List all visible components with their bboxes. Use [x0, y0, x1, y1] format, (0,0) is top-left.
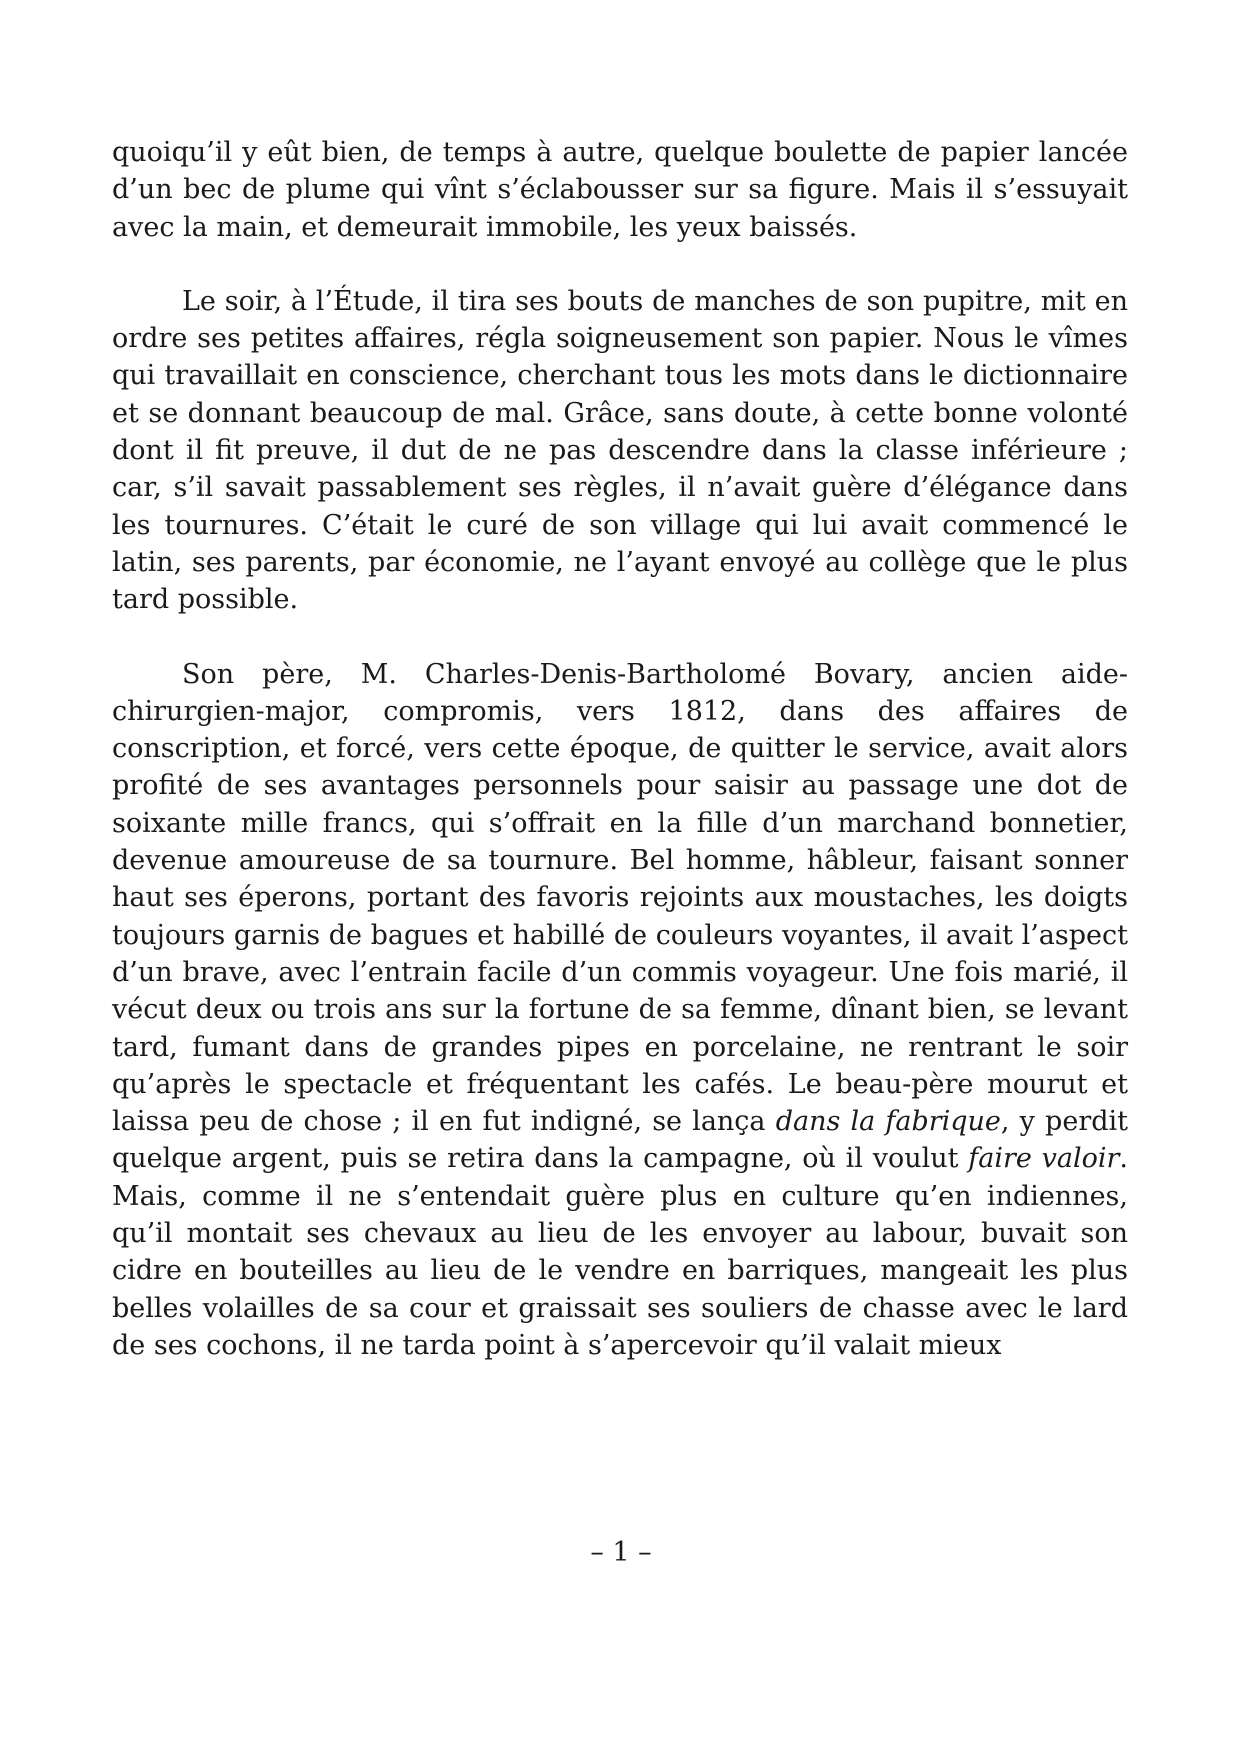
- paragraph-text: . Mais, comme il ne s’entendait guère plus en culture qu’en indiennes, qu’il montait ses chevaux au lieu de les envoyer au labour, buvait son cidre en bouteilles au lieu de le vendre en barriques, mangeait les plus belles volailles de sa cour et graissait ses souliers de chasse avec le lard de ses cochons, il ne tarda point à s’apercevoir qu’il valait mieux: [112, 1143, 1128, 1361]
- paragraph-son-pere: [112, 656, 1128, 1365]
- paragraph-text: quoiqu’il y eût bien, de temps à autre, quelque boulette de papier lancée d’un bec de plume qui vînt s’éclabousser sur sa figure. Mais il s’essuyait avec la main, et demeurait immobile, les yeux baissés.: [112, 137, 1128, 243]
- page-number: – 1 –: [590, 1537, 652, 1568]
- italic-phrase: faire valoir: [968, 1143, 1120, 1175]
- italic-phrase: dans la fabrique: [775, 1106, 1001, 1138]
- paragraph-text: Son père, M. Charles-Denis-Bartholomé Bovary, ancien aide-chirurgien-major, compromis, vers 1812, dans des affaires de conscription, et forcé, vers cette époque, de quitter le service, avait alors profité de ses avantages personnels pour saisir au passage une dot de soixante mille francs, qui s’offrait en la fille d’un marchand bonnetier, devenue amoureuse de sa tournure. Bel homme, hâbleur, faisant sonner haut ses éperons, portant des favoris rejoints aux moustaches, les doigts toujours garnis de bagues et habillé de couleurs voyantes, il avait l’aspect d’un brave, avec l’entrain facile d’un commis voyageur. Une fois marié, il vécut deux ou trois ans sur la fortune de sa femme, dînant bien, se levant tard, fumant dans de grandes pipes en porcelaine, ne rentrant le soir qu’après le spectacle et fréquentant les cafés. Le beau-père mourut et laissa peu de chose ; il en fut indigné, se lança: [112, 658, 1128, 1138]
- paragraph-text: Le soir, à l’Étude, il tira ses bouts de manches de son pupitre, mit en ordre ses petites affaires, régla soigneusement son papier. Nous le vîmes qui travaillait en conscience, cherchant tous les mots dans le dictionnaire et se donnant beaucoup de mal. Grâce, sans doute, à cette bonne volonté dont il fit preuve, il dut de ne pas descendre dans la classe inférieure ; car, s’il savait passablement ses règles, il n’avait guère d’élégance dans les tournures. C’était le curé de son village qui lui avait commencé le latin, ses parents, par économie, ne l’ayant envoyé au collège que le plus tard possible.: [112, 285, 1128, 616]
- body-text: [112, 134, 1128, 1364]
- paragraph-etude: [112, 283, 1128, 619]
- paragraph-continuation: [112, 134, 1128, 246]
- paragraph-text: , y perdit quelque argent, puis se retira dans la campagne, où il voulut: [112, 1106, 1128, 1175]
